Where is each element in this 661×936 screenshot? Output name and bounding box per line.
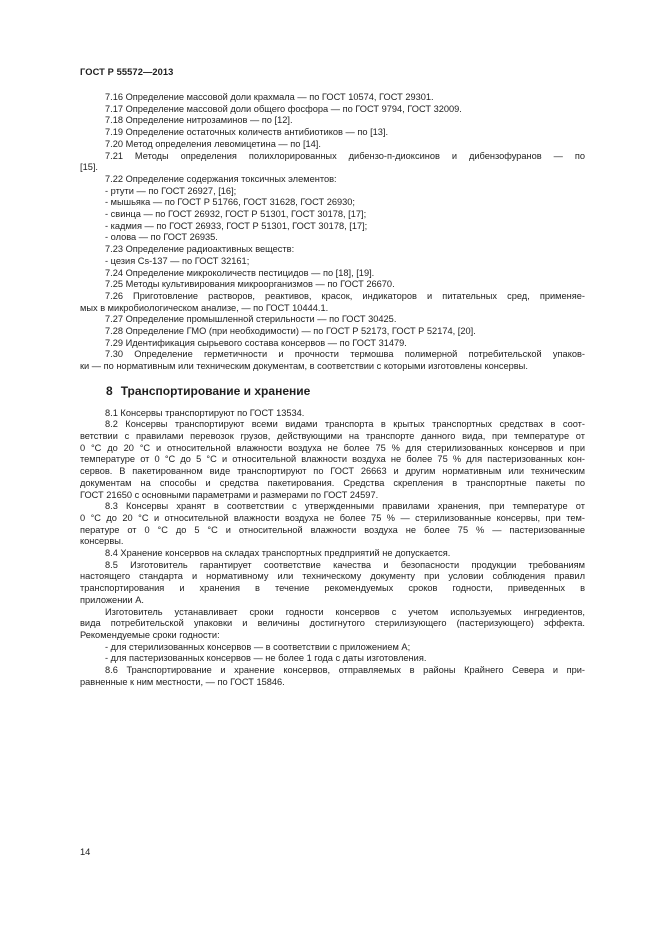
section-number: 8 <box>106 383 113 398</box>
text-line: 7.27 Определение промышленной стерильности — по ГОСТ 30425. <box>105 314 397 325</box>
text-line: ГОСТ 21650 с основными параметрами и размерами по ГОСТ 24597. <box>80 489 379 500</box>
text-line: 8.6 Транспортирование и хранение консервов, отправляемых в районы Крайнего Севера и при- <box>105 665 585 676</box>
text-line: - свинца — по ГОСТ 26932, ГОСТ Р 51301, ГОСТ 30178, [17]; <box>105 209 367 220</box>
text-line: ки — по нормативным или техническим документам, в соответствии с которыми изготовлены консервы. <box>80 361 528 372</box>
text-line: 7.21 Методы определения полихлорированных дибензо-п-диоксинов и дибензофуранов — по <box>105 150 585 161</box>
section-8-body <box>80 408 585 689</box>
text-line: консервы. <box>80 536 124 547</box>
text-line: 7.22 Определение содержания токсичных элементов: <box>105 173 337 184</box>
text-line: равненные к ним местности, — по ГОСТ 15846. <box>80 676 285 687</box>
text-line: 8.5 Изготовитель гарантирует соответствие качества и безопасности продукции требованиям <box>105 559 585 570</box>
page-number: 14 <box>80 847 91 857</box>
text-line: - для пастеризованных консервов — не более 1 года с даты изготовления. <box>105 653 427 664</box>
text-line: сервов. В пакетированном виде транспортируют по ГОСТ 26663 и другим нормативным или техническим <box>80 466 585 477</box>
text-line: вида потребительской упаковки и величины достигнутого стерилизующего (пастеризующего) эффекта. <box>80 618 585 629</box>
text-line: настоящего стандарта и нормативному или техническому документу при условии соблюдения правил <box>80 571 585 582</box>
text-line: 7.19 Определение остаточных количеств антибиотиков — по [13]. <box>105 127 389 138</box>
text-line: ветствии с правилами перевозок грузов, действующими на транспорте данного вида, при температуре от <box>80 430 585 441</box>
document-header: ГОСТ Р 55572—2013 <box>80 67 174 77</box>
text-line: приложении А. <box>80 594 144 605</box>
text-line: мых в микробиологическом анализе, — по ГОСТ 10444.1. <box>80 302 329 313</box>
text-line: 7.23 Определение радиоактивных веществ: <box>105 244 295 255</box>
text-line: транспортирования и хранения в течение рекомендуемых сроков годности, приведенных в <box>80 583 585 594</box>
text-line: 7.28 Определение ГМО (при необходимости) — по ГОСТ Р 52173, ГОСТ Р 52174, [20]. <box>105 326 476 337</box>
text-line: 7.30 Определение герметичности и прочности термошва полимерной потребительской упаков- <box>105 349 585 360</box>
text-line: 8.4 Хранение консервов на складах транспортных предприятий не допускается. <box>105 548 451 559</box>
text-line: температуре от 0 °С до 5 °С и относительной влажности воздуха не более 75 % для пастеризованных кон- <box>80 454 585 465</box>
text-line: - олова — по ГОСТ 26935. <box>105 232 218 243</box>
text-line: - цезия Cs-137 — по ГОСТ 32161; <box>105 255 250 266</box>
text-line: 7.24 Определение микроколичеств пестицидов — по [18], [19]. <box>105 267 375 278</box>
text-line: [15]. <box>80 162 98 173</box>
section-title: Транспортирование и хранение <box>120 383 311 398</box>
section-8-heading <box>80 383 585 398</box>
text-line: 7.25 Методы культивирования микроорганизмов — по ГОСТ 26670. <box>105 279 395 290</box>
text-line: 0 °С до 20 °С и относительной влажности воздуха не более 75 % для стерилизованных консервов и при <box>80 442 585 453</box>
text-line: - мышьяка — по ГОСТ Р 51766, ГОСТ 31628, ГОСТ 26930; <box>105 197 356 208</box>
text-line: 8.2 Консервы транспортируют всеми видами транспорта в крытых транспортных средствах в соот- <box>105 419 585 430</box>
text-line: документам на способы и средства пакетирования. Средства скрепления в транспортные пакеты по <box>80 477 585 488</box>
text-line: - для стерилизованных консервов — в соответствии с приложением А; <box>105 641 411 652</box>
text-line: - ртути — по ГОСТ 26927, [16]; <box>105 185 237 196</box>
text-line: 8.1 Консервы транспортируют по ГОСТ 13534. <box>105 407 305 418</box>
text-line: 7.17 Определение массовой доли общего фосфора — по ГОСТ 9794, ГОСТ 32009. <box>105 103 462 114</box>
text-line: 7.29 Идентификация сырьевого состава консервов — по ГОСТ 31479. <box>105 337 407 348</box>
text-line: 7.16 Определение массовой доли крахмала — по ГОСТ 10574, ГОСТ 29301. <box>105 92 434 102</box>
text-line: - кадмия — по ГОСТ 26933, ГОСТ Р 51301, ГОСТ 30178, [17]; <box>105 220 368 231</box>
text-line: 7.26 Приготовление растворов, реактивов, красок, индикаторов и питательных сред, применяе- <box>105 290 585 301</box>
text-line: пературе от 0 °С до 5 °С и относительной влажности воздуха не более 75 % — пастеризованные <box>80 524 585 535</box>
page-content <box>80 92 585 688</box>
text-line: Изготовитель устанавливает сроки годности консервов с учетом используемых ингредиентов, <box>105 606 585 617</box>
text-line: Рекомендуемые сроки годности: <box>80 629 220 640</box>
text-line: 7.18 Определение нитрозаминов — по [12]. <box>105 115 293 126</box>
text-line: 0 °С до 20 °С и относительной влажности воздуха не более 75 % — стерилизованные консервы, при тем- <box>80 512 585 523</box>
section-7-list <box>80 92 585 373</box>
text-line: 8.3 Консервы хранят в соответствии с утвержденными правилами хранения, при температуре от <box>105 501 585 512</box>
text-line: 7.20 Метод определения левомицетина — по [14]. <box>105 138 321 149</box>
